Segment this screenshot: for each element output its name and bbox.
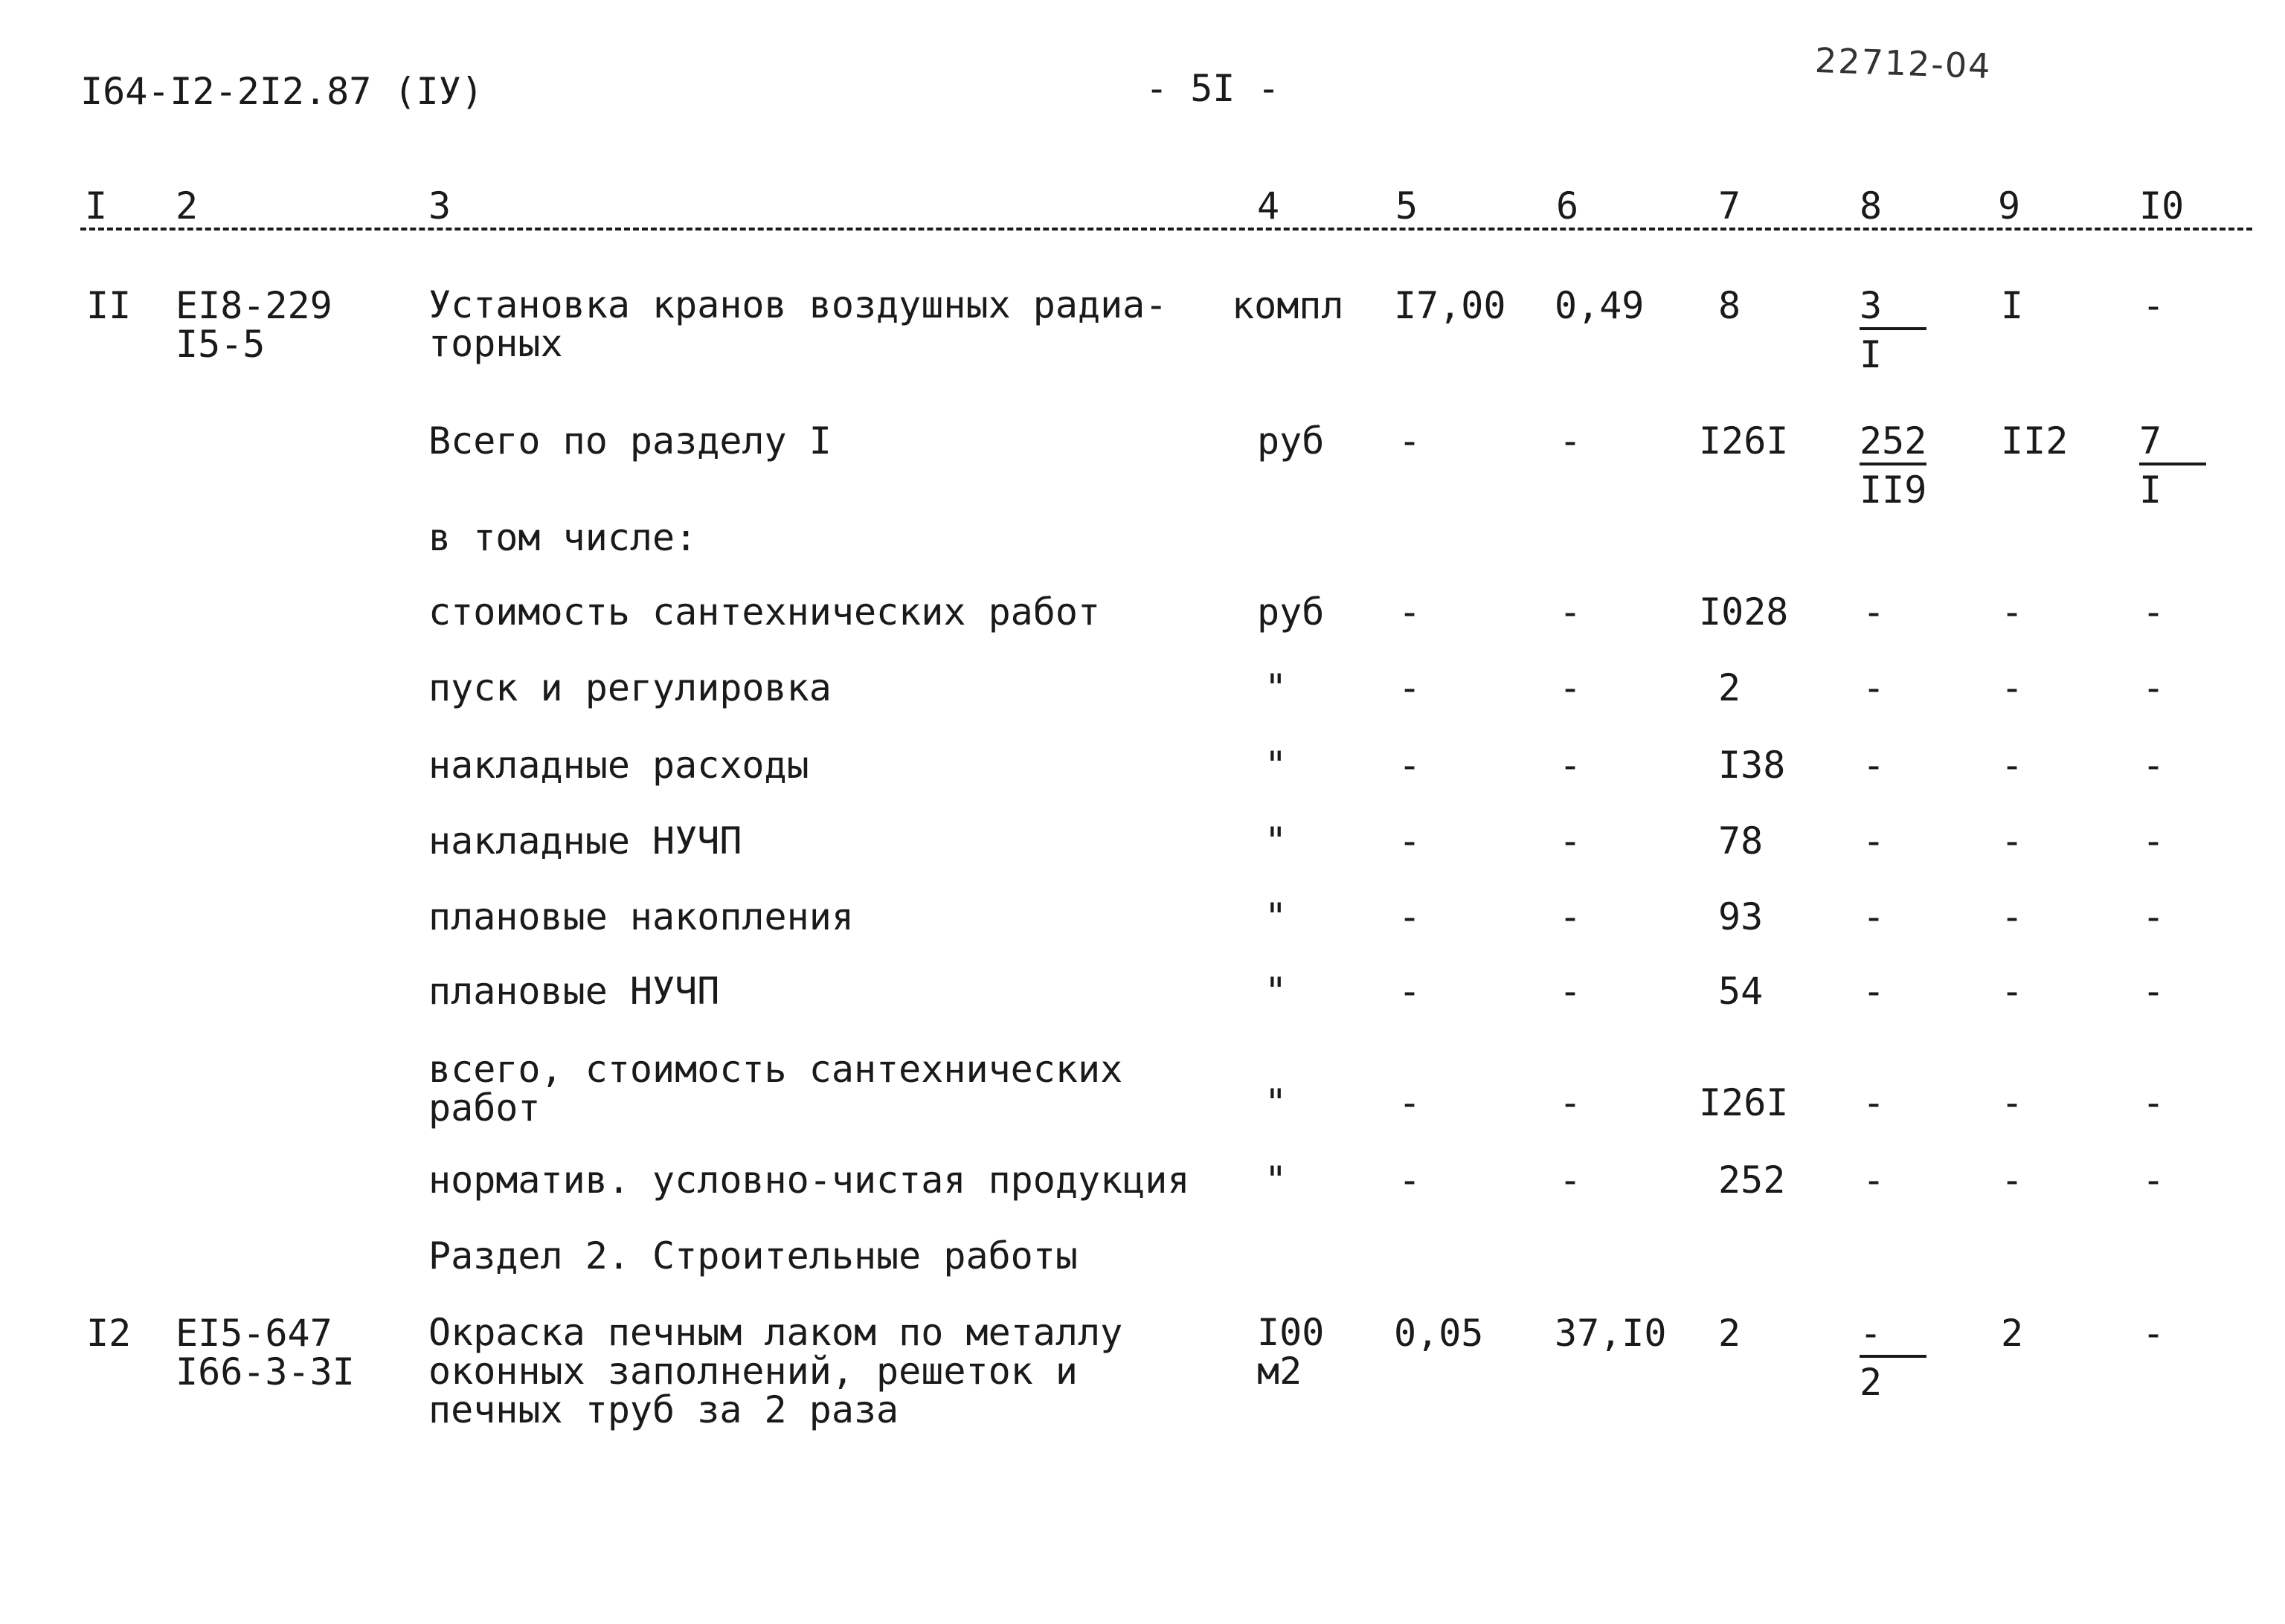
col-6-value: - xyxy=(1559,1081,1582,1124)
row-number: I2 xyxy=(86,1312,132,1355)
fraction-denominator: 2 xyxy=(1860,1361,1883,1404)
unit: компл xyxy=(1232,284,1344,327)
total-cost: 2 xyxy=(1718,666,1741,709)
col-10-value: - xyxy=(2142,1312,2165,1355)
wage-fraction xyxy=(1860,286,1926,375)
col-6-value: - xyxy=(1559,895,1582,938)
col-8-value: - xyxy=(1863,1081,1886,1124)
col-9-value: - xyxy=(2001,819,2024,863)
unit: руб xyxy=(1257,590,1325,634)
quantity: I7,00 xyxy=(1394,284,1506,327)
col-8-value: - xyxy=(1863,590,1886,634)
col-6-value: - xyxy=(1559,666,1582,709)
column-header-5: 5 xyxy=(1395,184,1418,228)
col-10-value: - xyxy=(2142,819,2165,863)
total-cost: 93 xyxy=(1718,895,1764,938)
col-10-value: - xyxy=(2142,666,2165,709)
col-8-value: - xyxy=(1863,819,1886,863)
column-header-8: 8 xyxy=(1860,184,1883,228)
unit: " xyxy=(1264,666,1288,709)
unit: " xyxy=(1264,744,1288,787)
unit-cost: 37,I0 xyxy=(1555,1312,1667,1355)
col-9-value: II2 xyxy=(2001,419,2069,463)
document-code: I64-I2-2I2.87 (IУ) xyxy=(80,70,483,113)
norm-code: EI5-647 xyxy=(176,1312,332,1355)
unit: " xyxy=(1264,1081,1288,1124)
col-10-value: - xyxy=(2142,895,2165,938)
fraction-numerator: - xyxy=(1860,1313,1926,1358)
handwritten-number: 22712-04 xyxy=(1814,39,1993,87)
col-9-value: - xyxy=(2001,1081,2024,1124)
quantity: 0,05 xyxy=(1394,1312,1484,1355)
column-header-4: 4 xyxy=(1257,184,1280,228)
column-header-9: 9 xyxy=(1998,184,2021,228)
col-9-value: - xyxy=(2001,970,2024,1013)
header-underline xyxy=(80,228,2252,231)
item-description: плановые НУЧП xyxy=(428,970,720,1013)
col-8-value: - xyxy=(1863,895,1886,938)
row-number: II xyxy=(86,284,132,327)
col-9-value: - xyxy=(2001,590,2024,634)
fraction-numerator: 252 xyxy=(1860,421,1926,465)
col-5-value: - xyxy=(1398,819,1421,863)
item-description: плановые накопления xyxy=(428,895,854,938)
col-10-value: - xyxy=(2142,1159,2165,1202)
section-2-title: Раздел 2. Строительные работы xyxy=(428,1234,1078,1277)
item-description: накладные расходы xyxy=(428,744,809,787)
col-5-value: - xyxy=(1398,895,1421,938)
total-cost: I028 xyxy=(1699,590,1789,634)
col-10-value: - xyxy=(2142,744,2165,787)
fraction-denominator: II9 xyxy=(1860,468,1927,512)
col-6-value: - xyxy=(1559,744,1582,787)
total-cost: 78 xyxy=(1718,819,1764,863)
col-6-value: - xyxy=(1559,590,1582,634)
work-description: Установка кранов воздушных радиа- торных xyxy=(428,283,1168,365)
total-cost: 54 xyxy=(1718,970,1764,1013)
col-10-value: - xyxy=(2142,590,2165,634)
fraction-numerator: 3 xyxy=(1860,286,1926,330)
total-cost: I26I xyxy=(1699,419,1789,463)
unit: " xyxy=(1264,1159,1288,1202)
col-5-value: - xyxy=(1398,970,1421,1013)
column-header-1: I xyxy=(85,184,108,228)
col-9-value: I xyxy=(2001,284,2024,327)
work-description: Окраска печным лаком по металлу оконных заполнений, решеток и печных труб за 2 раза xyxy=(428,1311,1123,1431)
unit: " xyxy=(1264,819,1288,863)
column-header-6: 6 xyxy=(1556,184,1579,228)
unit: " xyxy=(1264,895,1288,938)
norm-code: EI8-229 xyxy=(176,284,332,327)
col-9-value: - xyxy=(2001,666,2024,709)
including-label: в том числе: xyxy=(428,516,698,559)
total-cost: 252 xyxy=(1718,1159,1786,1202)
unit: руб xyxy=(1257,419,1325,463)
wage-fraction xyxy=(1860,1313,1926,1402)
item-description: всего, стоимость сантехнических работ xyxy=(428,1048,1123,1130)
col-5-value: - xyxy=(1398,744,1421,787)
total-cost: I38 xyxy=(1718,744,1786,787)
col-5-value: - xyxy=(1398,1159,1421,1202)
total-cost: 2 xyxy=(1718,1312,1741,1355)
col-9-value: - xyxy=(2001,1159,2024,1202)
col-6-value: - xyxy=(1559,419,1582,463)
column-header-7: 7 xyxy=(1718,184,1741,228)
col-5-value: - xyxy=(1398,419,1421,463)
col-10-value: - xyxy=(2142,1081,2165,1124)
col-5-value: - xyxy=(1398,590,1421,634)
item-description: стоимость сантехнических работ xyxy=(428,590,1101,634)
col-5-value: - xyxy=(1398,666,1421,709)
column-header-2: 2 xyxy=(176,184,199,228)
unit: " xyxy=(1264,970,1288,1013)
total-label: Всего по разделу I xyxy=(428,419,832,463)
page-number: - 5I - xyxy=(1145,67,1280,110)
col-9-value: - xyxy=(2001,744,2024,787)
col-10-value: - xyxy=(2142,284,2165,327)
unit: I00 м2 xyxy=(1257,1311,1325,1393)
total-cost: 8 xyxy=(1718,284,1741,327)
col-8-value: - xyxy=(1863,666,1886,709)
column-header-10: I0 xyxy=(2139,184,2185,228)
col-10-fraction xyxy=(2139,421,2206,510)
item-description: накладные НУЧП xyxy=(428,819,742,863)
column-header-3: 3 xyxy=(428,184,451,228)
col-8-value: - xyxy=(1863,744,1886,787)
col-8-value: - xyxy=(1863,1159,1886,1202)
col-6-value: - xyxy=(1559,970,1582,1013)
fraction-numerator: 7 xyxy=(2139,421,2206,465)
item-description: норматив. условно-чистая продукция xyxy=(428,1159,1190,1202)
item-description: пуск и регулировка xyxy=(428,666,832,709)
col-10-value: - xyxy=(2142,970,2165,1013)
fraction-denominator: I xyxy=(2139,468,2162,512)
total-cost: I26I xyxy=(1699,1081,1789,1124)
col-6-value: - xyxy=(1559,1159,1582,1202)
col-8-value: - xyxy=(1863,970,1886,1013)
price-code: I66-3-3I xyxy=(176,1350,355,1393)
col-9-value: 2 xyxy=(2001,1312,2024,1355)
unit-cost: 0,49 xyxy=(1555,284,1645,327)
price-code: I5-5 xyxy=(176,323,266,366)
col-5-value: - xyxy=(1398,1081,1421,1124)
wage-fraction xyxy=(1860,421,1926,510)
fraction-denominator: I xyxy=(1860,333,1883,376)
col-6-value: - xyxy=(1559,819,1582,863)
col-9-value: - xyxy=(2001,895,2024,938)
